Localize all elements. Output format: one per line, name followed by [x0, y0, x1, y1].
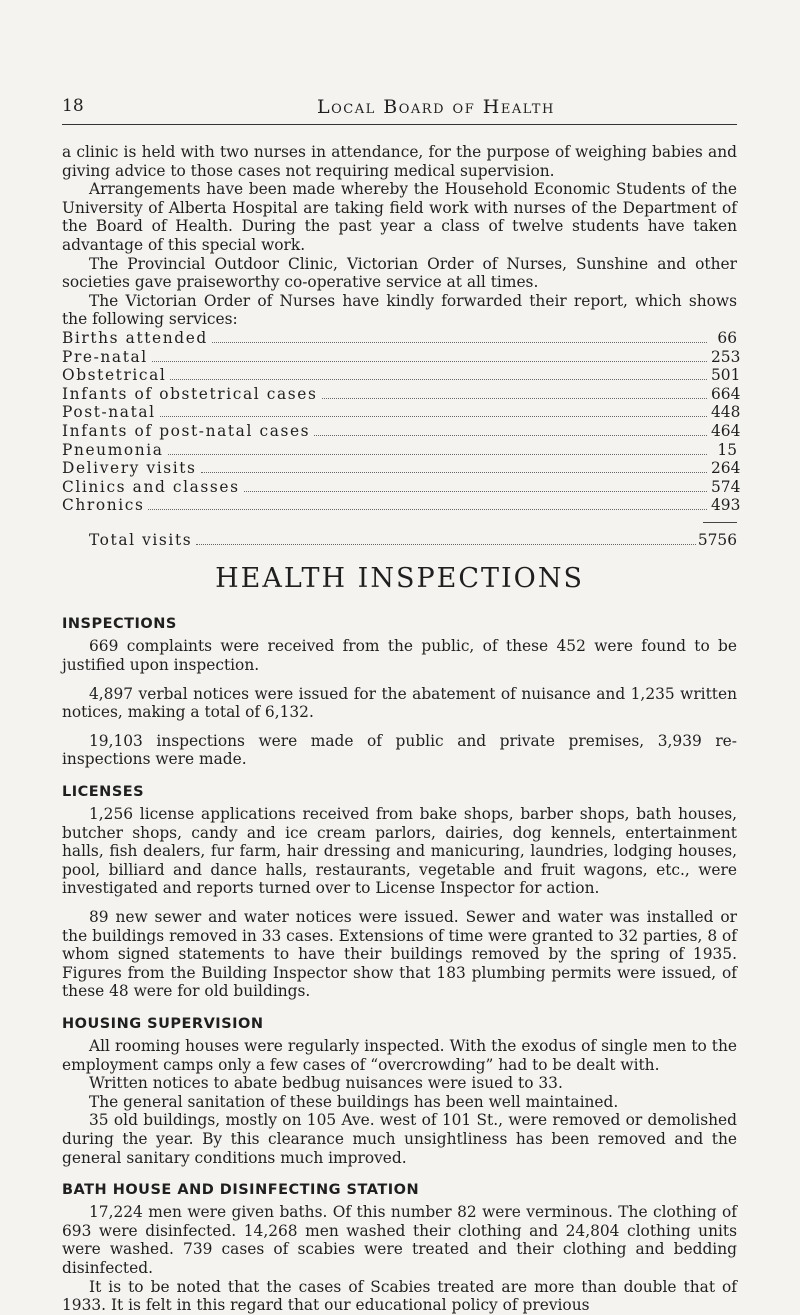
service-label: Clinics and classes — [62, 477, 240, 496]
service-row — [62, 329, 737, 348]
dot-leader — [148, 509, 707, 510]
page-header — [62, 96, 737, 126]
service-label: Births attended — [62, 328, 208, 347]
dot-leader — [201, 472, 707, 473]
service-label: Infants of post-natal cases — [62, 421, 311, 440]
section-title: HEALTH INSPECTIONS — [215, 563, 584, 595]
inspections-heading: INSPECTIONS — [62, 616, 177, 633]
service-value: 253 — [711, 347, 741, 366]
service-label: Delivery visits — [62, 459, 197, 478]
bath-house-paragraph: It is to be noted that the cases of Scabies treated are more than double that of 1933. It is felt in this regard that our educational policy of previous — [62, 1277, 737, 1315]
service-value: 66 — [717, 328, 737, 347]
total-value: 5756 — [697, 530, 737, 549]
sum-rule — [703, 522, 737, 523]
housing-heading: HOUSING SUPERVISION — [62, 1015, 264, 1032]
inspections-paragraph: 4,897 verbal notices were issued for the abatement of nuisance and 1,235 written notices, making a total of 6,132. — [62, 684, 737, 722]
page-number: 18 — [62, 96, 84, 116]
service-label: Obstetrical — [62, 366, 167, 385]
inspections-paragraph: 669 complaints were received from the public, of these 452 were found to be justified upon inspection. — [62, 637, 737, 675]
service-value: 448 — [711, 403, 741, 422]
housing-paragraph: Written notices to abate bedbug nuisances were isued to 33. — [89, 1074, 563, 1093]
service-value: 15 — [717, 440, 737, 459]
dot-leader — [168, 454, 707, 455]
housing-paragraph: The general sanitation of these buildings has been well maintained. — [89, 1092, 619, 1111]
total-row — [62, 531, 737, 550]
services-list — [62, 328, 741, 515]
service-label: Infants of obstetrical cases — [62, 384, 318, 403]
dot-leader — [170, 379, 707, 380]
total-label: Total visits — [89, 530, 193, 549]
dot-leader — [314, 435, 707, 436]
licenses-paragraph: 1,256 license applications received from bake shops, barber shops, bath houses, butcher shops, candy and ice cream parlors, dairies, dog kennels, entertainment halls, fish dealers, fur farm, hair dressing and manicuring, laundries, lodging houses, pool, billiard and dance halls, restaurants, vegetable and fruit wagons, etc., were investigated and reports turned over to License Inspector for action. — [62, 805, 737, 898]
dot-leader — [322, 398, 708, 399]
licenses-heading: LICENSES — [62, 784, 145, 801]
housing-paragraph: All rooming houses were regularly inspected. With the exodus of single men to the employment camps only a few cases of “overcrowding” had to be dealt with. — [62, 1036, 737, 1074]
service-row — [62, 421, 741, 441]
licenses-paragraph: 89 new sewer and water notices were issued. Sewer and water was installed or the buildings removed in 33 cases. Extensions of time were granted to 32 parties, 8 of whom signed statements to have their buildings removed by the spring of 1935. Figures from the Building Inspector show that 183 plumbing permits were issued, of these 48 were for old buildings. — [62, 908, 737, 1001]
service-value: 264 — [711, 459, 741, 478]
service-value: 664 — [711, 384, 741, 403]
intro-paragraph: a clinic is held with two nurses in attendance, for the purpose of weighing babies and giving advice to those cases not requiring medical supervision. — [62, 143, 737, 180]
dot-leader — [196, 544, 696, 545]
dot-leader — [160, 416, 707, 417]
service-label: Post-natal — [62, 403, 156, 422]
service-value: 493 — [711, 496, 741, 515]
intro-paragraph: The Provincial Outdoor Clinic, Victorian Order of Nurses, Sunshine and other societies gave praiseworthy co-operative service at all times. — [62, 254, 737, 292]
inspections-paragraph: 19,103 inspections were made of public and private premises, 3,939 re-inspections were made. — [62, 731, 737, 769]
bath-house-heading: BATH HOUSE AND DISINFECTING STATION — [62, 1182, 420, 1199]
service-row — [62, 477, 741, 497]
service-row — [62, 366, 741, 385]
service-label: Pneumonia — [62, 440, 164, 459]
service-label: Chronics — [62, 496, 145, 515]
header-rule — [62, 124, 737, 125]
housing-paragraph: 35 old buildings, mostly on 105 Ave. west of 101 St., were removed or demolished during the year. By this clearance much unsightliness has been removed and the general sanitary conditions much improved. — [62, 1111, 737, 1167]
dot-leader — [212, 342, 707, 343]
intro-paragraph: Arrangements have been made whereby the Household Economic Students of the University of Alberta Hospital are taking field work with nurses of the Department of the Board of Health. During the past year a class of twelve students have taken advantage of this special work. — [62, 180, 737, 254]
service-row — [62, 384, 741, 404]
service-row — [62, 347, 741, 367]
bath-house-paragraph: 17,224 men were given baths. Of this number 82 were verminous. The clothing of 693 were disinfected. 14,268 men washed their clothing and 24,804 clothing units were washed. 739 cases of scabies were treated and their clothing and bedding disinfected. — [62, 1203, 737, 1277]
service-row — [62, 403, 741, 422]
service-row — [62, 459, 741, 478]
service-label: Pre-natal — [62, 347, 148, 366]
page-body — [62, 143, 741, 1315]
dot-leader — [244, 491, 707, 492]
service-value: 501 — [711, 366, 741, 385]
service-row — [62, 496, 741, 515]
dot-leader — [152, 361, 707, 362]
service-value: 464 — [711, 421, 741, 440]
service-value: 574 — [711, 477, 741, 496]
service-row — [62, 441, 737, 460]
running-title: Local Board of Health — [317, 96, 555, 118]
intro-paragraph: The Victorian Order of Nurses have kindly forwarded their report, which shows the following services: — [62, 291, 737, 329]
